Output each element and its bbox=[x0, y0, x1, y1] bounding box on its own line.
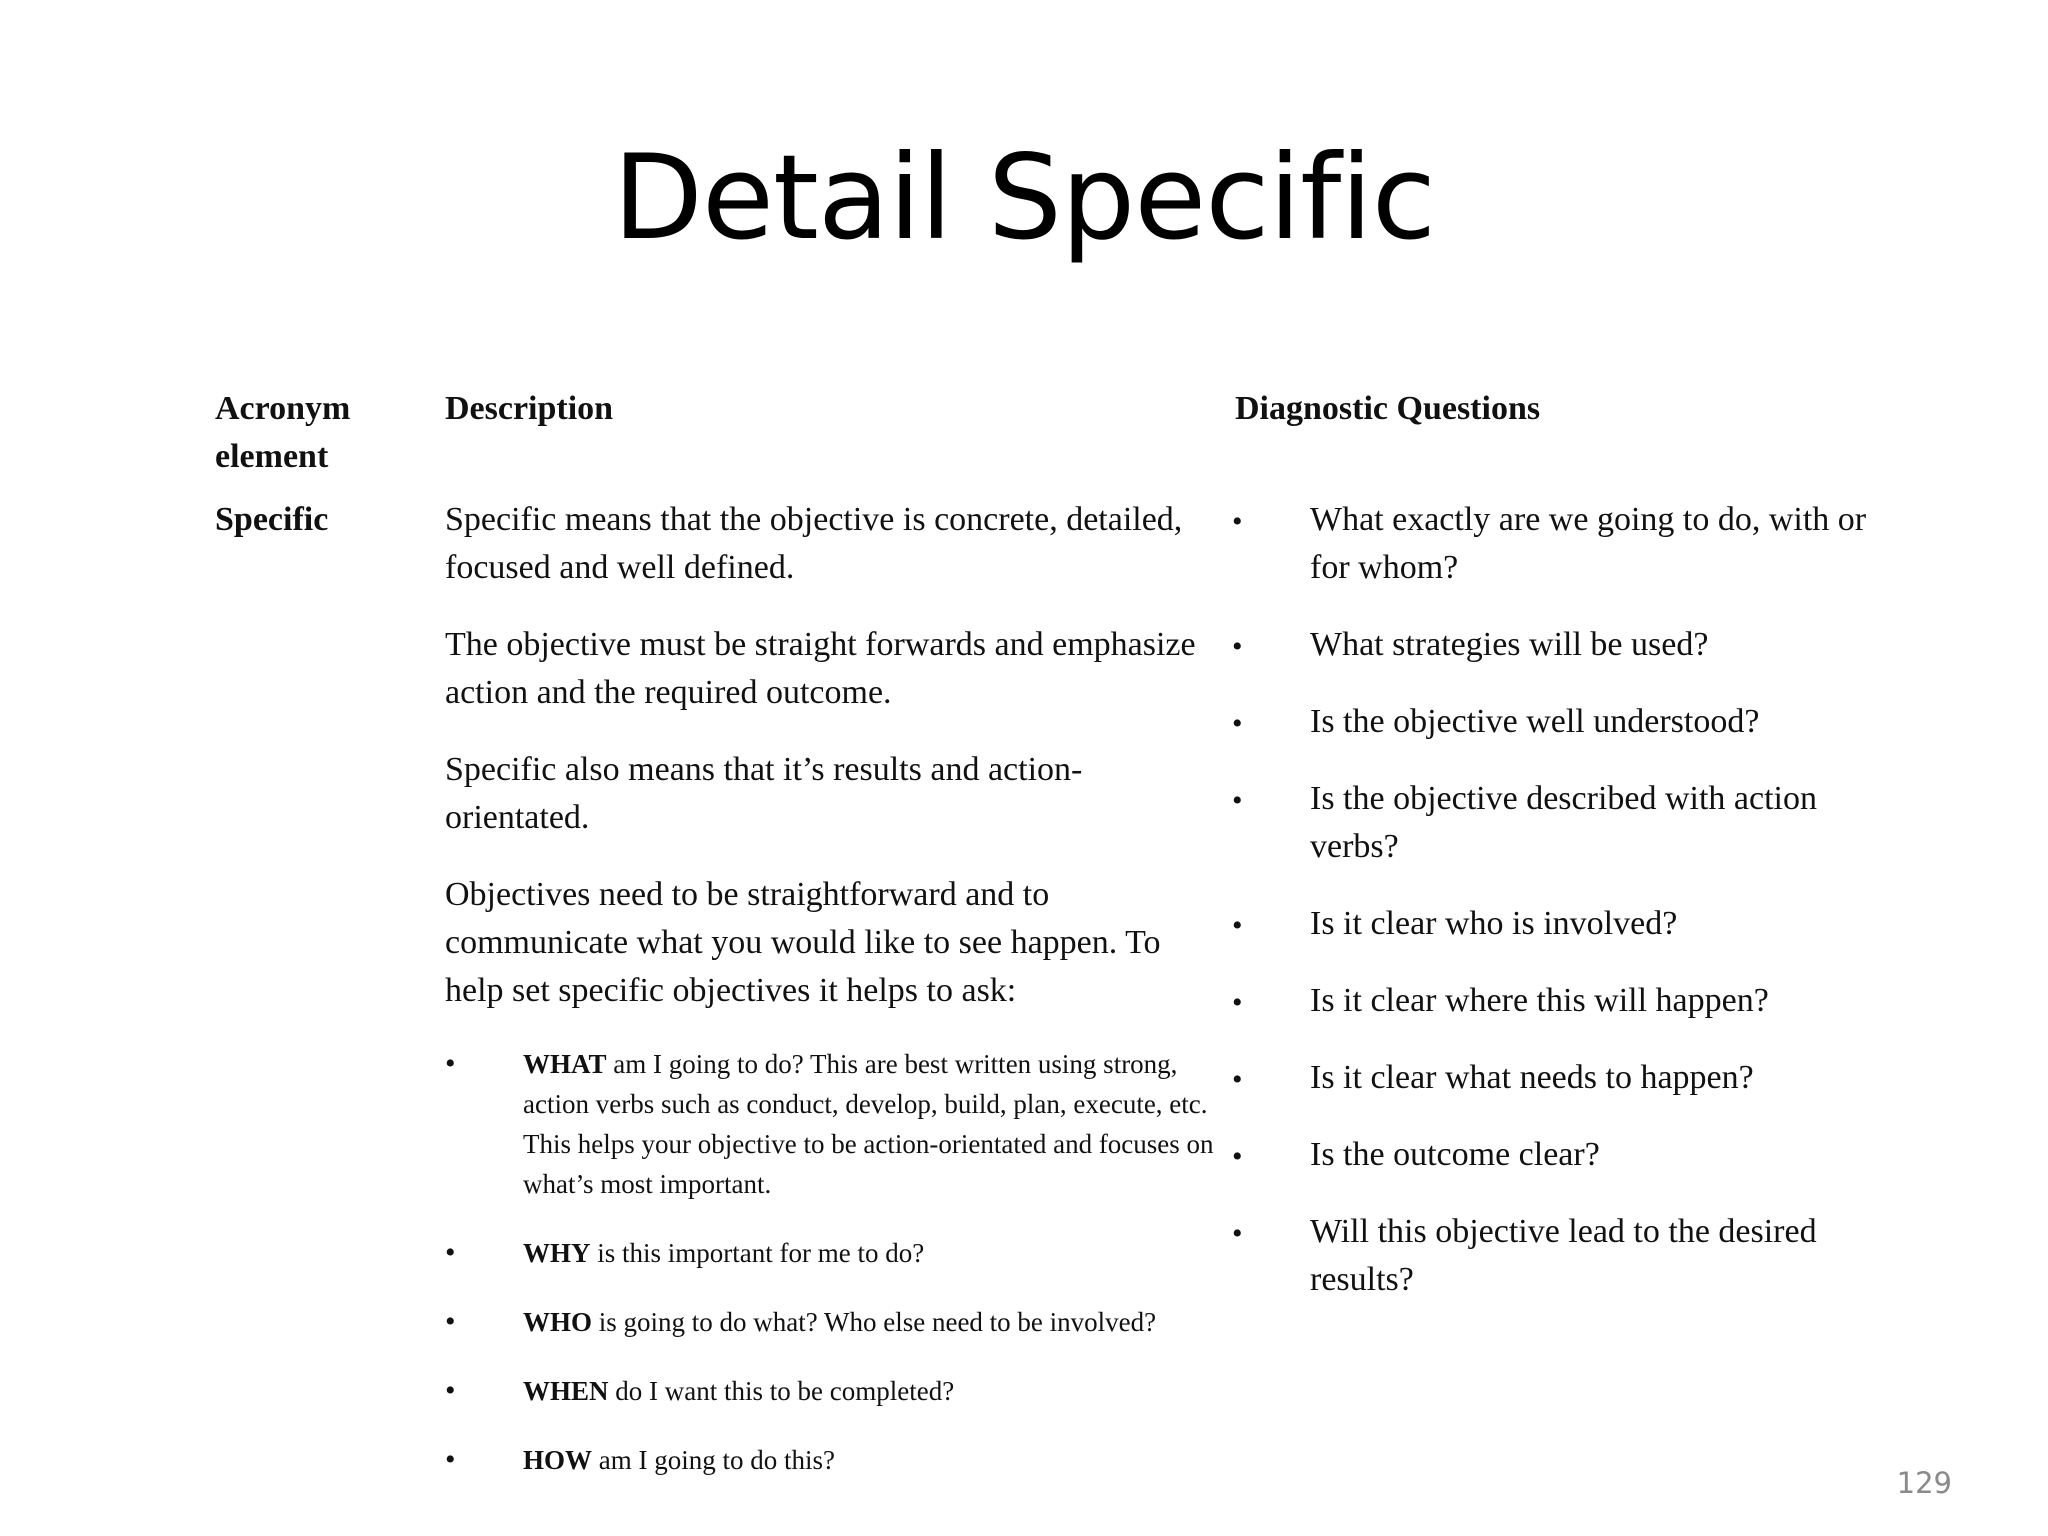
bullet-icon: • bbox=[445, 1236, 456, 1269]
question-text: Is it clear what needs to happen? bbox=[1310, 1059, 1754, 1096]
ask-text: is going to do what? Who else need to be involved? bbox=[592, 1307, 1157, 1337]
diagnostic-questions-column bbox=[1232, 496, 1872, 1333]
ask-keyword: WHO bbox=[523, 1307, 593, 1337]
question-text: Is the objective well understood? bbox=[1310, 703, 1760, 740]
ask-item-why bbox=[445, 1233, 1225, 1273]
ask-item-how bbox=[445, 1440, 1225, 1480]
ask-keyword: WHAT bbox=[523, 1049, 607, 1079]
description-paragraph: The objective must be straight forwards and emphasize action and the required outcome. bbox=[445, 626, 1196, 711]
bullet-icon: • bbox=[445, 1443, 456, 1476]
ask-text: do I want this to be completed? bbox=[608, 1376, 955, 1406]
bullet-icon: • bbox=[445, 1374, 456, 1407]
bullet-icon: • bbox=[1232, 1140, 1243, 1173]
ask-keyword: HOW bbox=[523, 1445, 593, 1475]
ask-list bbox=[445, 1044, 1225, 1480]
bullet-icon: • bbox=[1232, 505, 1243, 538]
ask-item-what bbox=[445, 1044, 1225, 1204]
ask-text: am I going to do this? bbox=[592, 1445, 835, 1475]
ask-text: is this important for me to do? bbox=[590, 1238, 925, 1268]
question-text: Is the objective described with action verbs? bbox=[1310, 780, 1817, 865]
bullet-icon: • bbox=[1232, 909, 1243, 942]
question-text: Is it clear who is involved? bbox=[1310, 905, 1678, 942]
ask-keyword: WHEN bbox=[523, 1376, 609, 1406]
question-item bbox=[1232, 1131, 1872, 1179]
ask-text: am I going to do? This are best written using strong, action verbs such as conduct, develop, build, plan, execute, etc. This helps your objective to be action-orientated and focuses on what’s most important. bbox=[523, 1049, 1214, 1199]
ask-item-who bbox=[445, 1302, 1225, 1342]
questions-list bbox=[1232, 496, 1872, 1304]
question-item bbox=[1232, 775, 1872, 871]
ask-item-when bbox=[445, 1371, 1225, 1411]
bullet-icon: • bbox=[1232, 630, 1243, 663]
slide-title: Detail Specific bbox=[612, 129, 1436, 266]
bullet-icon: • bbox=[1232, 1063, 1243, 1096]
bullet-icon: • bbox=[1232, 707, 1243, 740]
description-column bbox=[445, 496, 1225, 1509]
question-item bbox=[1232, 1054, 1872, 1102]
header-acronym-element: Acronym element bbox=[215, 390, 351, 475]
question-text: What strategies will be used? bbox=[1310, 626, 1709, 663]
header-diagnostic-questions: Diagnostic Questions bbox=[1235, 390, 1541, 427]
question-item bbox=[1232, 698, 1872, 746]
acronym-cell: Specific bbox=[215, 501, 329, 538]
question-text: Is it clear where this will happen? bbox=[1310, 982, 1769, 1019]
question-item bbox=[1232, 977, 1872, 1025]
header-description: Description bbox=[445, 390, 614, 427]
bullet-icon: • bbox=[1232, 1217, 1243, 1250]
question-item bbox=[1232, 900, 1872, 948]
bullet-icon: • bbox=[445, 1305, 456, 1338]
question-item bbox=[1232, 496, 1872, 592]
question-item bbox=[1232, 1208, 1872, 1304]
bullet-icon: • bbox=[445, 1047, 456, 1080]
description-paragraph: Specific also means that it’s results and action-orientated. bbox=[445, 751, 1083, 836]
ask-keyword: WHY bbox=[523, 1238, 591, 1268]
description-paragraph: Objectives need to be straightforward and to communicate what you would like to see happen. To help set specific objectives it helps to ask: bbox=[445, 876, 1161, 1009]
question-text: What exactly are we going to do, with or for whom? bbox=[1310, 501, 1867, 586]
question-text: Will this objective lead to the desired results? bbox=[1310, 1213, 1817, 1298]
question-text: Is the outcome clear? bbox=[1310, 1136, 1600, 1173]
description-paragraph: Specific means that the objective is concrete, detailed, focused and well defined. bbox=[445, 501, 1183, 586]
page-number: 129 bbox=[1896, 1466, 1952, 1500]
bullet-icon: • bbox=[1232, 986, 1243, 1019]
question-item bbox=[1232, 621, 1872, 669]
bullet-icon: • bbox=[1232, 784, 1243, 817]
